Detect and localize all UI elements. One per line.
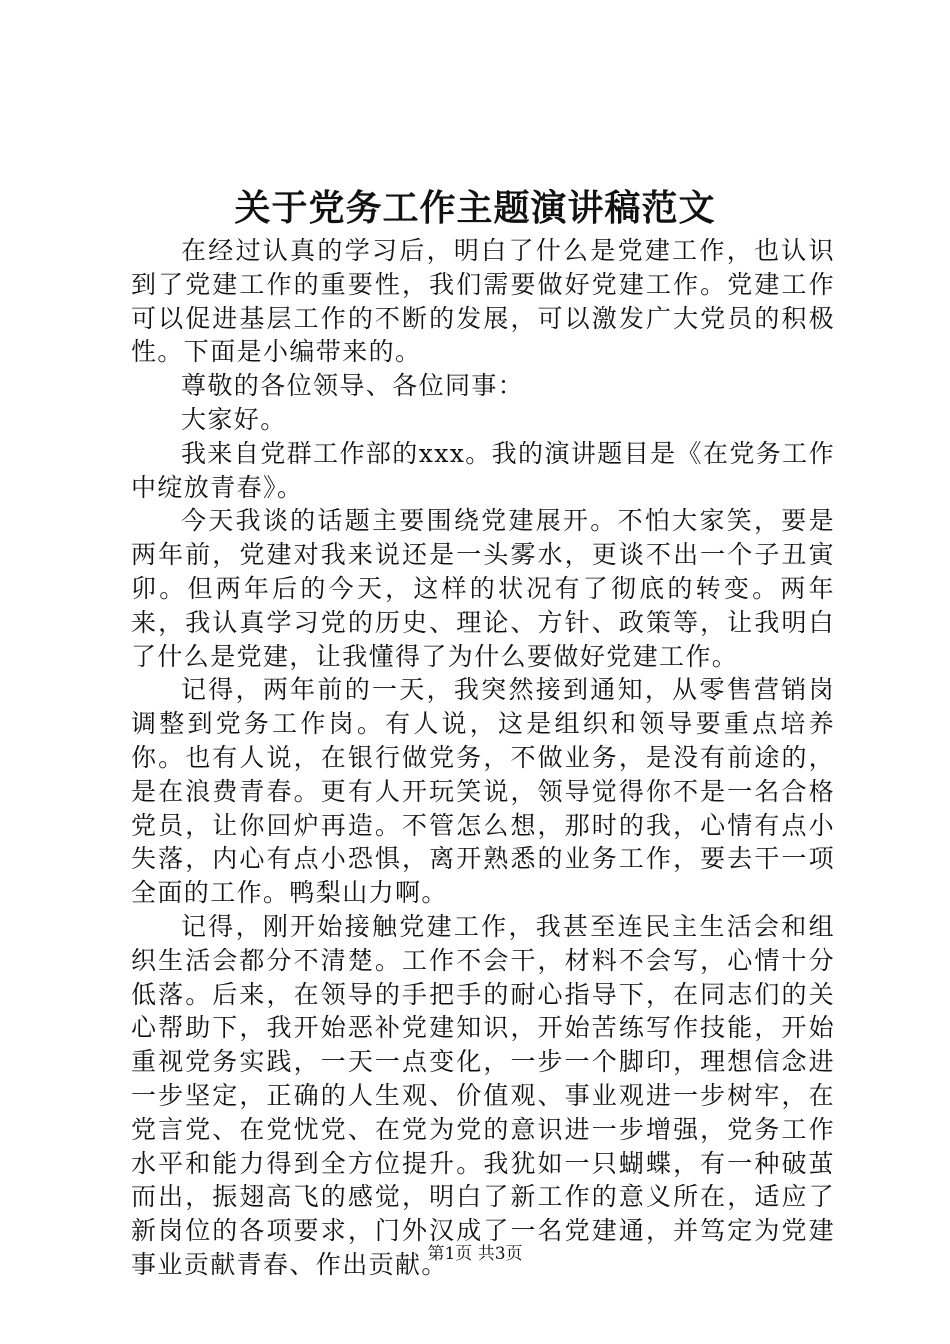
document-title: 关于党务工作主题演讲稿范文 <box>234 187 716 229</box>
paragraph-memory-transfer: 记得，两年前的一天，我突然接到通知，从零售营销岗调整到党务工作岗。有人说，这是组织和领导要重点培养你。也有人说，在银行做党务，不做业务，是没有前途的，是在浪费青春。更有人开玩笑说，领导觉得你不是一名合格党员，让你回炉再造。不管怎么想，那时的我，心情有点小失落，内心有点小恐惧，离开熟悉的业务工作，要去干一项全面的工作。鸭梨山力啊。 <box>131 675 835 908</box>
document-body <box>131 234 835 1282</box>
paragraph-greeting: 大家好。 <box>181 404 287 434</box>
paragraph-salutation: 尊敬的各位领导、各位同事： <box>181 371 525 401</box>
paragraph-memory-growth: 记得，刚开始接触党建工作，我甚至连民主生活会和组织生活会都分不清楚。工作不会干，材料不会写，心情十分低落。后来，在领导的手把手的耐心指导下，在同志们的关心帮助下，我开始恶补党建知识，开始苦练写作技能，开始重视党务实践，一天一点变化，一步一个脚印，理想信念进一步坚定，正确的人生观、价值观、事业观进一步树牢，在党言党、在党忧党、在党为党的意识进一步增强，党务工作水平和能力得到全方位提升。我犹如一只蝴蝶，有一种破茧而出，振翅高飞的感觉，明白了新工作的意义所在，适应了新岗位的各项要求，门外汉成了一名党建通，并笃定为党建事业贡献青春、作出贡献。 <box>131 911 835 1279</box>
paragraph-intro: 在经过认真的学习后，明白了什么是党建工作，也认识到了党建工作的重要性，我们需要做好党建工作。党建工作可以促进基层工作的不断的发展，可以激发广大党员的积极性。下面是小编带来的。 <box>131 236 835 367</box>
paragraph-self-introduction: 我来自党群工作部的xxx。我的演讲题目是《在党务工作中绽放青春》。 <box>131 438 835 502</box>
page-number-footer: 第1页 共3页 <box>427 1244 523 1264</box>
paragraph-topic: 今天我谈的话题主要围绕党建展开。不怕大家笑，要是两年前，党建对我来说还是一头雾水，更谈不出一个子丑寅卯。但两年后的今天，这样的状况有了彻底的转变。两年来，我认真学习党的历史、理论、方针、政策等，让我明白了什么是党建，让我懂得了为什么要做好党建工作。 <box>131 506 835 671</box>
